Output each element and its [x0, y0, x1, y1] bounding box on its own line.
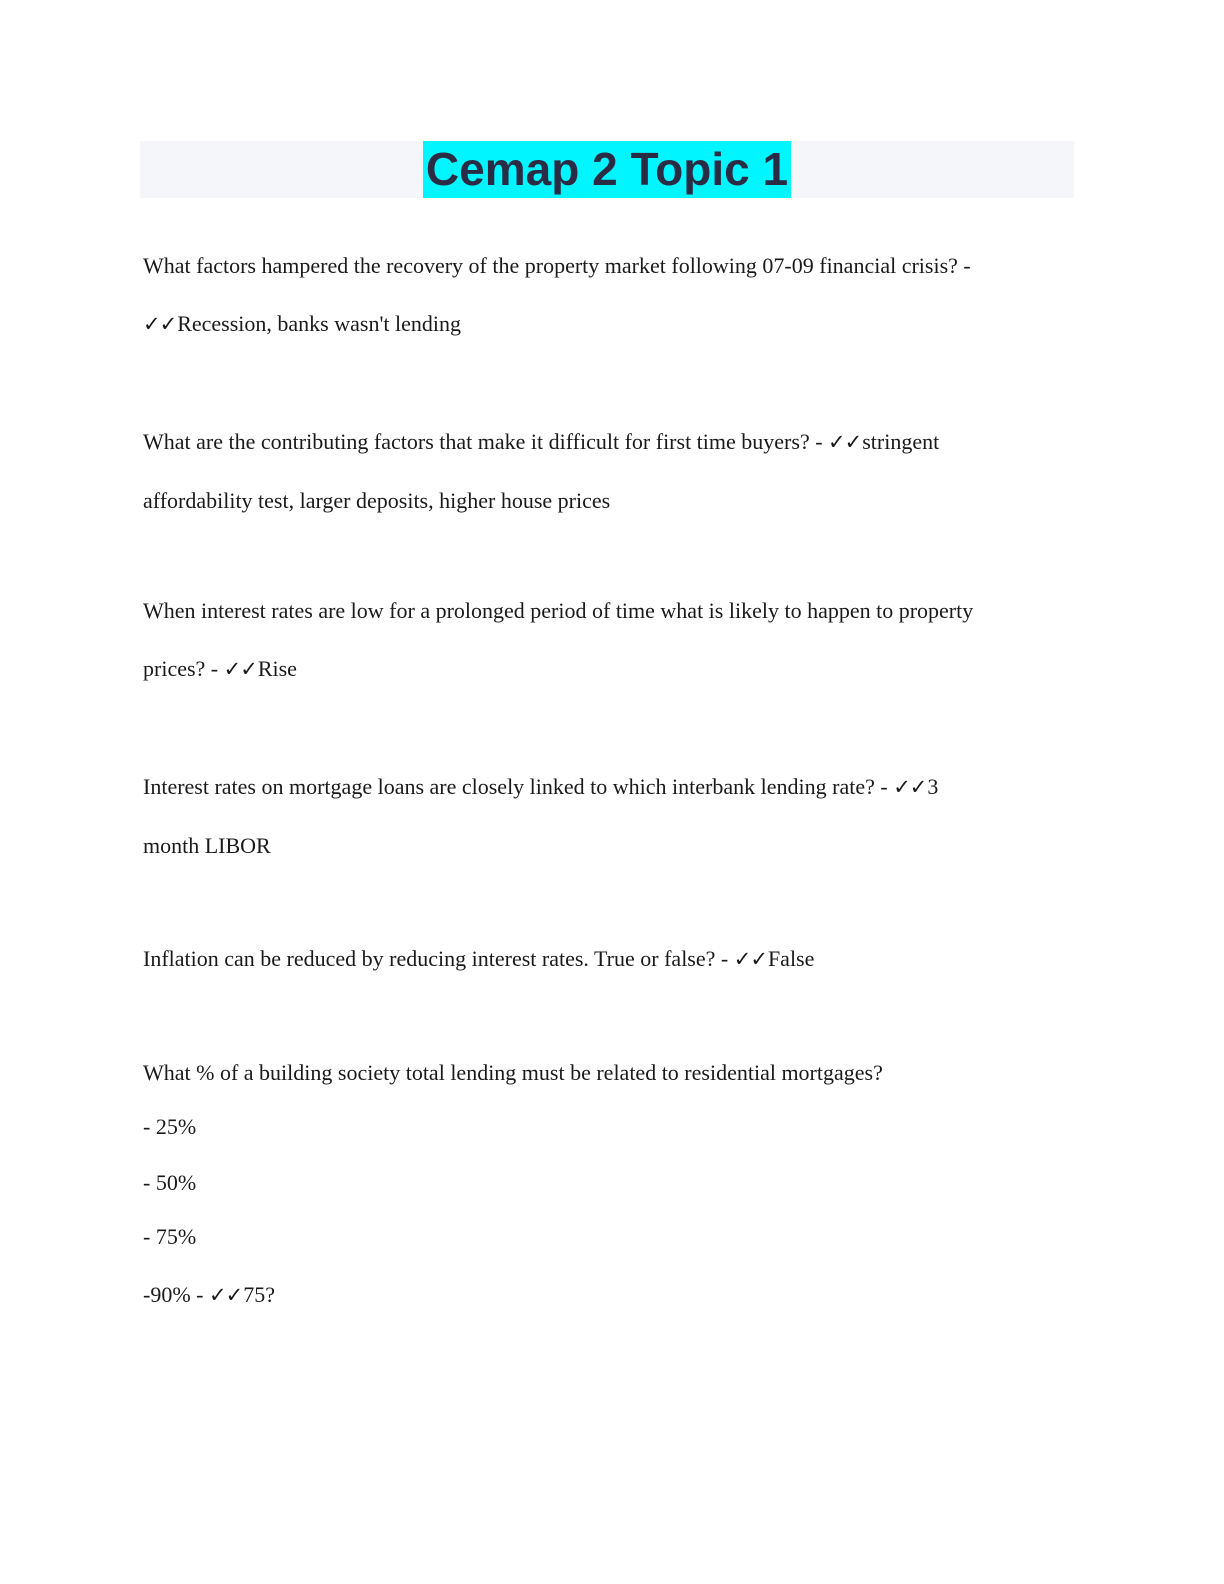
question-2-text: What are the contributing factors that make it difficult for first time buyers? -: [143, 429, 823, 454]
question-4-line-2: [143, 832, 271, 860]
question-4-text: Interest rates on mortgage loans are closely linked to which interbank lending rate? -: [143, 774, 888, 799]
double-check-icon: ✓✓: [893, 775, 927, 799]
question-1-line-1: [143, 252, 971, 280]
question-1-line-2: [143, 310, 461, 338]
question-3-line-1: [143, 597, 973, 625]
answer-5-text: False: [767, 946, 815, 971]
double-check-icon: ✓✓: [733, 947, 767, 971]
page-title: Cemap 2 Topic 1: [423, 141, 791, 198]
question-4-line-1: [143, 773, 938, 801]
double-check-icon: ✓✓: [143, 312, 177, 336]
answer-4-text: 3: [927, 774, 939, 799]
question-6-option-1: - 25%: [143, 1114, 197, 1139]
question-2-line-2: [143, 487, 610, 515]
answer-1-text: Recession, banks wasn't lending: [177, 311, 462, 336]
question-3-text-continued: prices? -: [143, 656, 219, 681]
question-5-line-1: [143, 945, 814, 973]
question-2-line-1: [143, 428, 939, 456]
answer-2-text: stringent: [862, 429, 940, 454]
question-6-option-4-text: -90% -: [143, 1282, 204, 1307]
answer-3-text: Rise: [257, 656, 297, 681]
question-3-line-2: [143, 655, 297, 683]
double-check-icon: ✓✓: [208, 1283, 243, 1307]
question-1-text: What factors hampered the recovery of the property market following 07-09 financial crisis? -: [143, 253, 971, 278]
question-5-text: Inflation can be reduced by reducing interest rates. True or false? -: [143, 946, 729, 971]
answer-2-continued: affordability test, larger deposits, higher house prices: [143, 488, 611, 513]
question-6-option-2: - 50%: [143, 1170, 197, 1195]
question-6-option-3: - 75%: [143, 1224, 197, 1249]
answer-6-text: 75?: [243, 1282, 275, 1307]
double-check-icon: ✓✓: [223, 657, 257, 681]
question-6-line-1: [143, 1059, 883, 1087]
title-banner: [140, 141, 1074, 198]
question-6-text: What % of a building society total lending must be related to residential mortgages?: [143, 1060, 883, 1085]
double-check-icon: ✓✓: [828, 430, 862, 454]
answer-4-continued: month LIBOR: [143, 833, 271, 858]
question-3-text: When interest rates are low for a prolonged period of time what is likely to happen to property: [143, 598, 974, 623]
question-6-option-4: [143, 1281, 275, 1309]
